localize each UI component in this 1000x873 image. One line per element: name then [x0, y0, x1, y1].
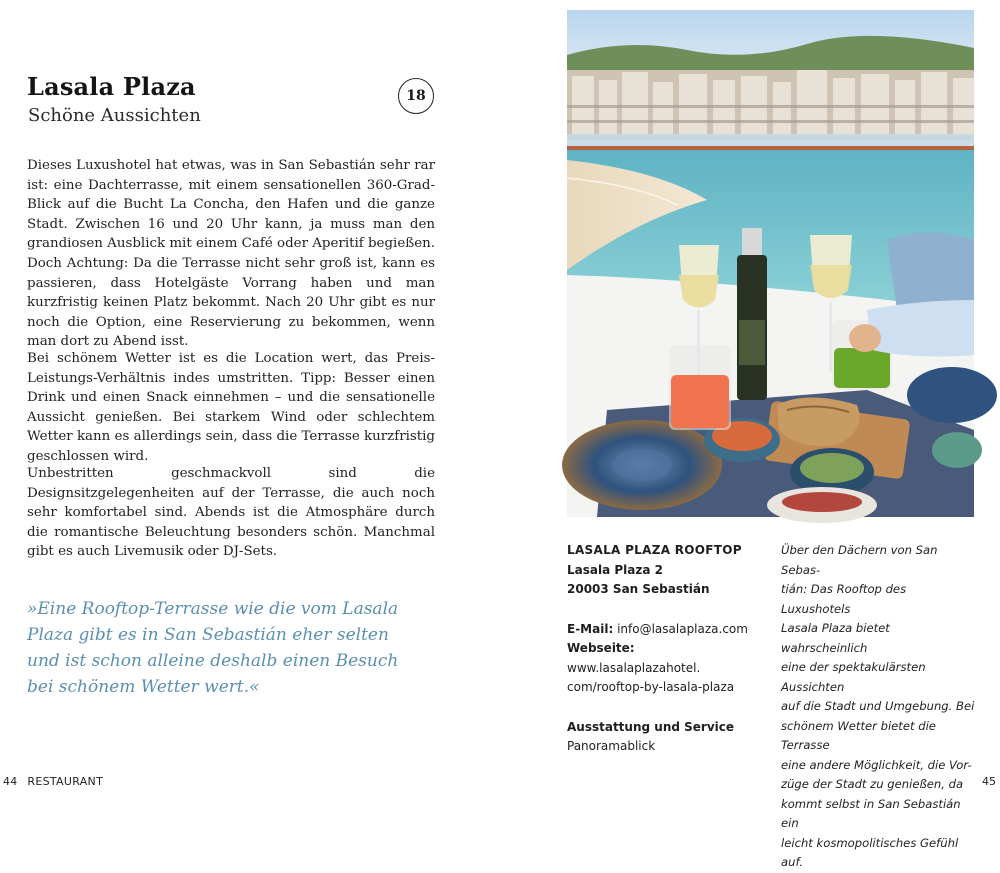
pull-quote: »Eine Rooftop-Terrasse wie die vom Lasala Plaza gibt es in San Sebastián eher selten und ist schon alleine deshalb einen Besuch bei schönem Wetter wert.«: [27, 599, 399, 697]
caption-line: tián: Das Rooftop des Luxushotels: [781, 582, 907, 616]
article-title: Lasala Plaza: [27, 72, 196, 101]
page-number-left: 44: [3, 775, 18, 788]
body-paragraph-3: Unbestritten geschmackvoll sind die Designsitzgelegenheiten auf der Terrasse, die auch noch sehr komfortabel sind. Abends ist die Atmosphäre durch die romantische Beleuchtung besonders schön. Manchmal gibt es auch Livemusik oder DJ-Sets.: [27, 466, 435, 560]
entry-number-badge: [398, 78, 434, 114]
caption-line: eine andere Möglichkeit, die Vor-: [781, 757, 972, 772]
website-label: Webseite:: [567, 641, 635, 655]
body-paragraph-1: Dieses Luxushotel hat etwas, was in San Sebastián sehr rar ist: eine Dachterrasse, mit einem sensationellen 360-Grad-Blick auf die Bucht La Concha, den Hafen und die ganze Stadt. Zwischen 16 und 20 Uhr kann, ja muss man den grandiosen Ausblick mit einem Café oder Aperitif begießen. Doch Achtung: Da die Terrasse nicht sehr groß ist, kann es passieren, dass Hotelgäste Vorrang haben und man kurzfristig keinen Platz bekommt. Nach 20 Uhr gibt es nur noch die Option, eine Reservierung zu bekommen, wenn man dort zu Abend isst.: [27, 158, 436, 350]
footer-left: [3, 775, 103, 788]
venue-info: [567, 541, 767, 757]
venue-name: LASALA PLAZA ROOFTOP: [567, 543, 742, 557]
article-subtitle: Schöne Aussichten: [28, 105, 201, 126]
website-value-line-1[interactable]: www.lasalaplazahotel.: [567, 660, 701, 675]
caption-line: Über den Dächern von San Sebas-: [781, 543, 938, 577]
juice-glass-icon: [669, 345, 731, 430]
website-row: [567, 639, 767, 678]
amenities-heading: Ausstattung und Service: [567, 719, 735, 734]
caption-line: auf die Stadt und Umgebung. Bei: [781, 699, 975, 713]
rooftop-photo: [567, 10, 974, 517]
photo-caption: [781, 541, 977, 873]
caption-line: züge der Stadt zu genießen, da: [781, 777, 964, 791]
page-number-right: 45: [982, 775, 996, 788]
caption-line: Lasala Plaza bietet wahrscheinlich: [781, 621, 890, 655]
section-label: RESTAURANT: [27, 775, 104, 788]
caption-line: leicht kosmopolitisches Gefühl auf.: [781, 835, 959, 869]
email-row: [567, 620, 767, 640]
email-value[interactable]: info@lasalaplaza.com: [617, 621, 748, 636]
caption-line: eine der spektakulärsten Aussichten: [781, 660, 926, 694]
entry-number: 18: [406, 88, 426, 104]
address-line-2: 20003 San Sebastián: [567, 582, 710, 596]
email-label: E-Mail:: [567, 621, 614, 636]
caption-line: schönem Wetter bietet die Terrasse: [781, 718, 936, 752]
address-line-1: Lasala Plaza 2: [567, 562, 663, 577]
amenities-value: Panoramablick: [567, 739, 656, 753]
website-value-line-2[interactable]: com/rooftop-by-lasala-plaza: [567, 680, 735, 694]
body-paragraph-2: Bei schönem Wetter ist es die Location wert, das Preis-Leistungs-Verhältnis indes umstritten. Tipp: Besser einen Drink und einen Snack einnehmen – und die sensationelle Aussicht genießen. Bei starkem Wind oder schlechtem Wetter kann es allerdings sein, dass die Terrasse kurzfristig geschlossen wird.: [27, 351, 435, 464]
caption-line: kommt selbst in San Sebastián ein: [781, 796, 961, 830]
